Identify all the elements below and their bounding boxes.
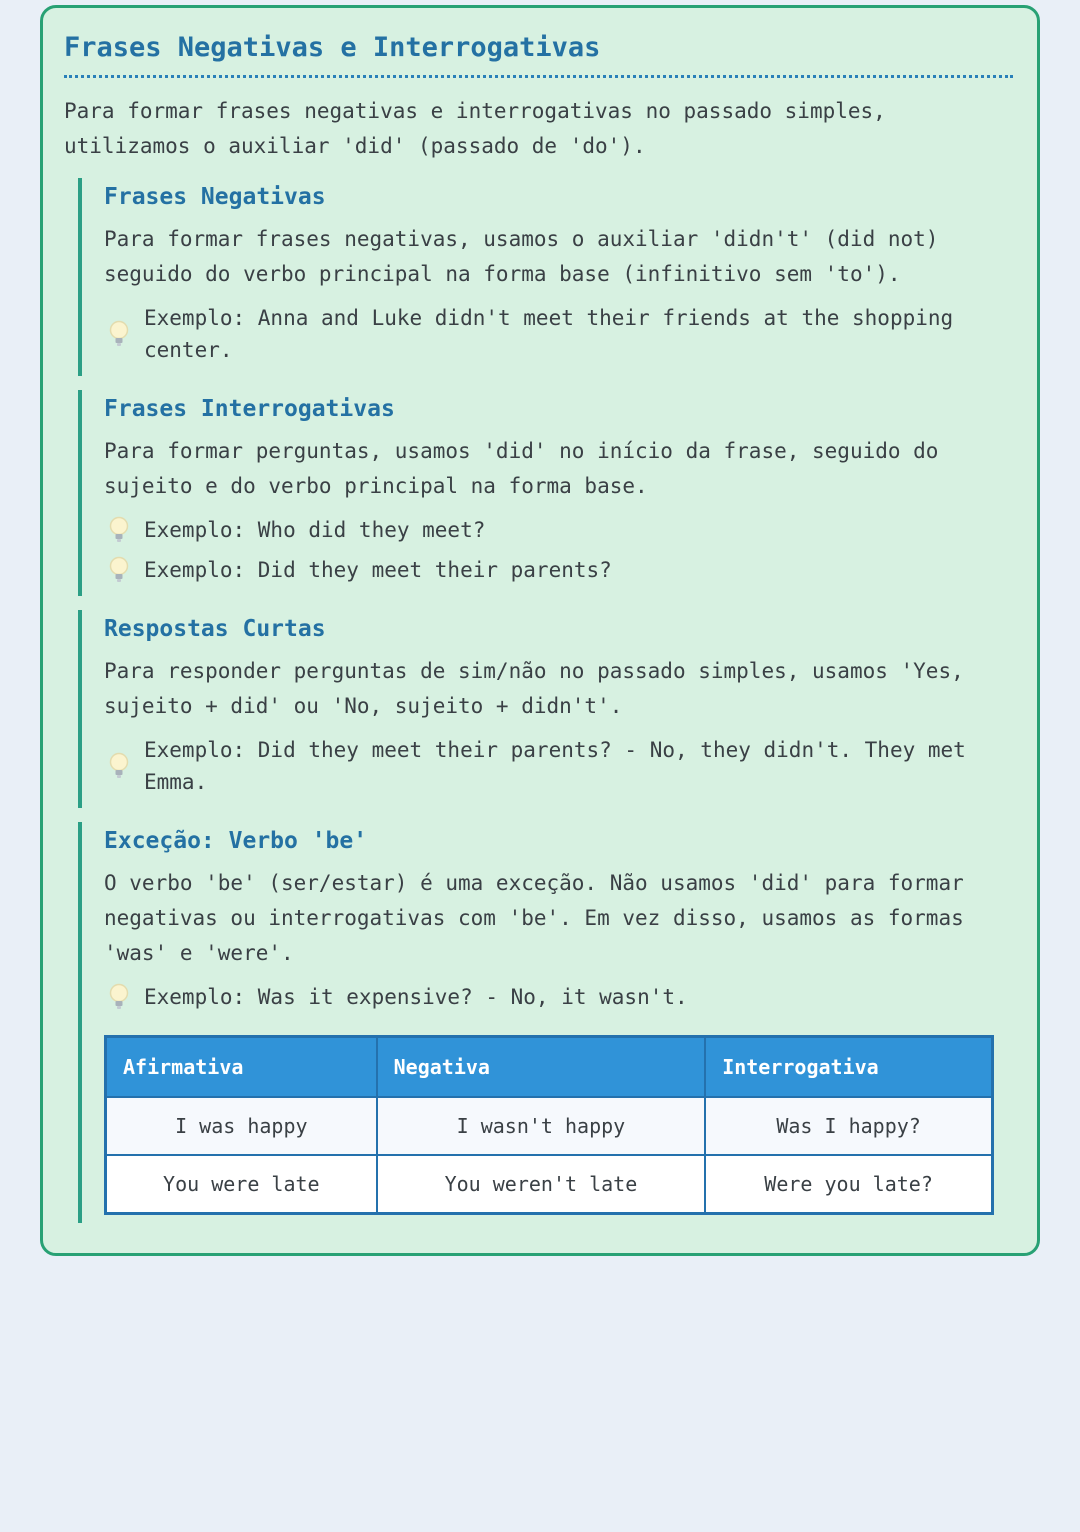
section-body: Para formar frases negativas, usamos o auxiliar 'didn't' (did not) seguido do verbo principal na forma base (infinitivo sem 'to'). bbox=[104, 227, 939, 286]
lightbulb-icon bbox=[108, 555, 130, 585]
table-cell: Was I happy? bbox=[705, 1097, 992, 1155]
lesson-card bbox=[40, 5, 1040, 1256]
table-row bbox=[106, 1097, 993, 1155]
example-item bbox=[104, 554, 1013, 586]
section-frases-negativas bbox=[78, 178, 1013, 376]
section-heading: Frases Interrogativas bbox=[104, 396, 395, 422]
section-heading: Exceção: Verbo 'be' bbox=[104, 828, 368, 854]
section-heading: Respostas Curtas bbox=[104, 616, 326, 642]
section-body: Para responder perguntas de sim/não no passado simples, usamos 'Yes, sujeito + did' ou 'No, sujeito + didn't'. bbox=[104, 659, 964, 718]
table-cell: I wasn't happy bbox=[377, 1097, 706, 1155]
section-frases-interrogativas bbox=[78, 390, 1013, 596]
example-item bbox=[104, 302, 1013, 366]
intro-paragraph: Para formar frases negativas e interrogativas no passado simples, utilizamos o auxiliar 'did' (passado de 'do'). bbox=[64, 99, 886, 158]
example-item bbox=[104, 734, 1013, 798]
lightbulb-icon bbox=[108, 982, 130, 1012]
section-respostas-curtas bbox=[78, 610, 1013, 808]
page-title: Frases Negativas e Interrogativas bbox=[64, 32, 1013, 78]
example-item bbox=[104, 514, 1013, 546]
table-cell: Were you late? bbox=[705, 1155, 992, 1214]
lightbulb-icon bbox=[108, 515, 130, 545]
column-header-negativa: Negativa bbox=[377, 1037, 706, 1098]
table-cell: You were late bbox=[106, 1155, 377, 1214]
lightbulb-icon bbox=[108, 751, 130, 781]
lightbulb-icon bbox=[108, 319, 130, 349]
example-text: Exemplo: Was it expensive? - No, it wasn't. bbox=[144, 985, 688, 1009]
example-text: Exemplo: Who did they meet? bbox=[144, 518, 486, 542]
column-header-afirmativa: Afirmativa bbox=[106, 1037, 377, 1098]
column-header-interrogativa: Interrogativa bbox=[705, 1037, 992, 1098]
table-cell: You weren't late bbox=[377, 1155, 706, 1214]
example-text: Exemplo: Did they meet their parents? - No, they didn't. They met Emma. bbox=[144, 738, 966, 794]
section-body: O verbo 'be' (ser/estar) é uma exceção. Não usamos 'did' para formar negativas ou interrogativas com 'be'. Em vez disso, usamos as formas 'was' e 'were'. bbox=[104, 871, 964, 965]
example-text: Exemplo: Did they meet their parents? bbox=[144, 558, 612, 582]
example-item bbox=[104, 981, 1013, 1013]
verb-be-comparison-table bbox=[104, 1035, 994, 1215]
example-text: Exemplo: Anna and Luke didn't meet their friends at the shopping center. bbox=[144, 306, 954, 362]
table-cell: I was happy bbox=[106, 1097, 377, 1155]
table-header-row bbox=[106, 1037, 993, 1098]
comparison-table-container bbox=[104, 1035, 1013, 1215]
section-heading: Frases Negativas bbox=[104, 184, 326, 210]
section-excecao-verbo-be bbox=[78, 822, 1013, 1223]
section-body: Para formar perguntas, usamos 'did' no início da frase, seguido do sujeito e do verbo principal na forma base. bbox=[104, 439, 939, 498]
table-row bbox=[106, 1155, 993, 1214]
